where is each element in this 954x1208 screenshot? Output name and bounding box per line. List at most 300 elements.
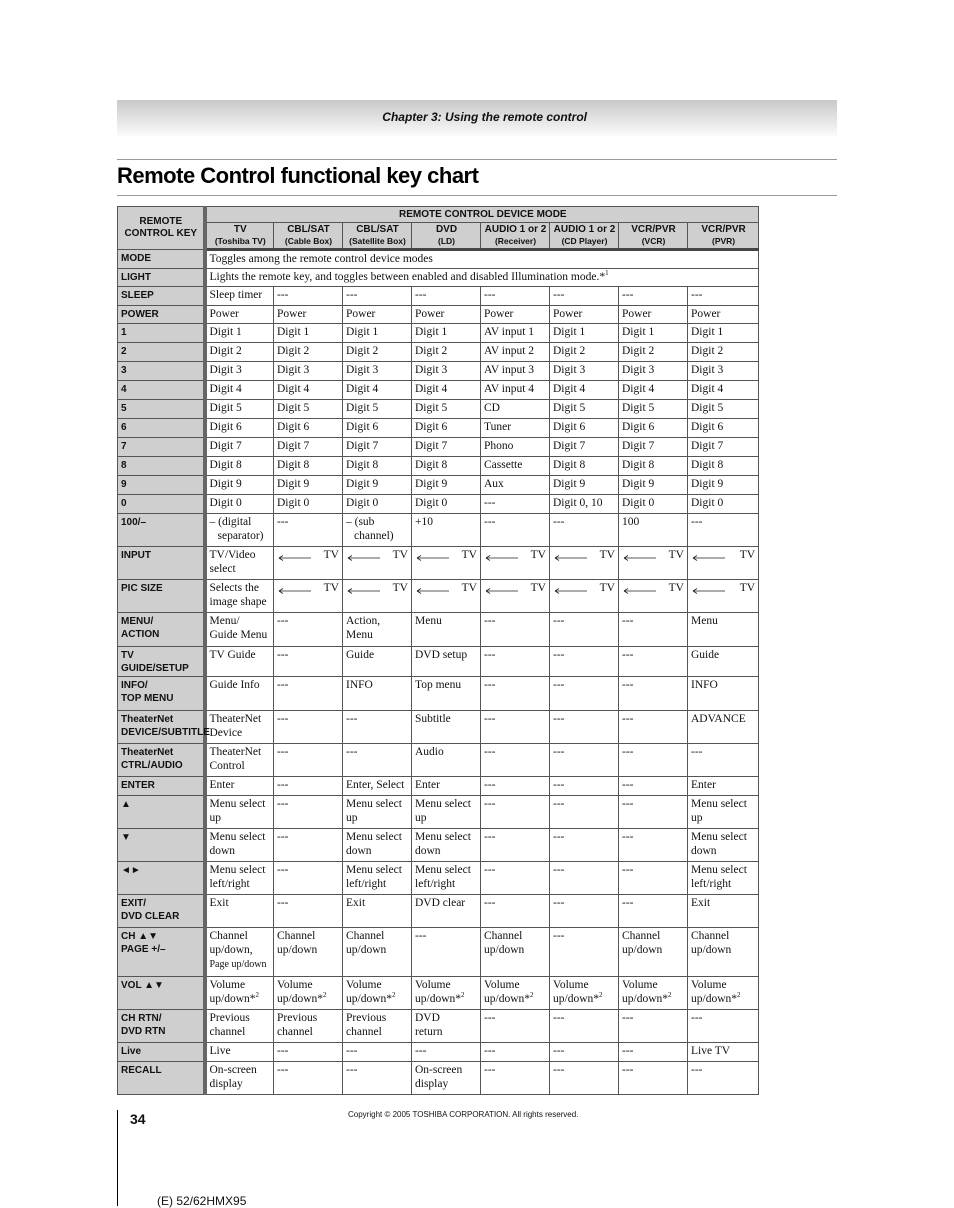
cell-line: Digit 5 (691, 402, 724, 414)
function-cell (205, 400, 274, 419)
key-row (118, 438, 759, 457)
function-cell (343, 514, 412, 547)
key-name (118, 711, 210, 744)
function-cell (274, 457, 343, 476)
function-cell (688, 711, 759, 744)
cell-line: Digit 0 (415, 497, 448, 509)
function-cell (412, 287, 481, 306)
function-cell (343, 1010, 412, 1043)
key-name (118, 613, 205, 647)
left-arrow-icon (485, 588, 519, 594)
function-cell (274, 613, 343, 647)
function-cell (274, 977, 343, 1010)
function-cell (550, 613, 619, 647)
function-cell (343, 381, 412, 400)
footnote-ref: 2 (668, 991, 672, 1000)
function-cell (274, 677, 343, 711)
cell-line: AV input 2 (484, 345, 535, 357)
cell-line: – (digital (209, 516, 252, 528)
function-cell (412, 613, 481, 647)
key-row (118, 250, 759, 269)
function-cell (274, 343, 343, 362)
function-cell (205, 438, 274, 457)
cell-line: Digit 0 (691, 497, 724, 509)
function-cell (343, 343, 412, 362)
cell-line: up/down* (415, 993, 461, 1005)
function-cell (550, 476, 619, 495)
function-cell (550, 796, 619, 829)
function-cell (550, 419, 619, 438)
cell-line: Digit 2 (415, 345, 448, 357)
function-cell (343, 1062, 412, 1095)
cell-line: up/down, (209, 944, 253, 956)
cell-line: Digit 7 (691, 440, 724, 452)
key-row (118, 796, 759, 829)
cell-line: --- (277, 831, 289, 843)
function-cell (550, 711, 619, 744)
key-row (118, 829, 759, 862)
cell-line: Menu select (691, 798, 747, 810)
key-row (118, 977, 759, 1010)
cell-line: On-screen (209, 1064, 257, 1076)
function-cell (412, 895, 481, 928)
footnote-ref: 2 (461, 991, 465, 1000)
footnote-ref: 1 (605, 269, 609, 278)
cell-line: Digit 4 (553, 383, 586, 395)
cell-line: channel (277, 1026, 313, 1038)
function-cell (550, 977, 619, 1010)
function-cell: --- (274, 514, 343, 547)
chapter-title: Chapter 3: Using the remote control (382, 110, 587, 124)
page-title: Remote Control functional key chart (117, 163, 479, 188)
footer-margin-line (117, 1110, 118, 1206)
cell-line: Menu select (415, 831, 471, 843)
function-cell (550, 381, 619, 400)
cell-line: TheaterNet (121, 747, 174, 758)
cell-line: return (415, 1026, 443, 1038)
cell-line: Volume (553, 979, 589, 991)
key-name (118, 269, 205, 287)
cell-line: Power (346, 308, 376, 320)
cell-line: --- (553, 289, 565, 301)
function-cell (274, 362, 343, 381)
cell-line: 0 (121, 498, 127, 509)
cell-line: --- (346, 289, 358, 301)
function-cell (274, 400, 343, 419)
cell-line: 3 (121, 365, 127, 376)
function-cell (688, 457, 759, 476)
key-row (118, 711, 759, 744)
key-row (118, 476, 759, 495)
key-row (118, 928, 759, 977)
function-cell (481, 381, 550, 400)
cell-line: Digit 2 (553, 345, 586, 357)
key-name (118, 438, 205, 457)
cell-line: --- (622, 679, 634, 691)
cell-line: Digit 5 (209, 402, 242, 414)
cell-line: Guide (691, 649, 720, 661)
function-cell (481, 829, 550, 862)
function-cell (205, 495, 274, 514)
key-name (118, 1010, 205, 1043)
cell-line: 7 (121, 441, 127, 452)
key-name (118, 495, 205, 514)
same-as-tv-label: TV (392, 582, 408, 594)
cell-line: Guide (346, 649, 375, 661)
key-row (118, 419, 759, 438)
key-name (118, 977, 205, 1010)
left-arrow-icon (416, 588, 450, 594)
cell-line: --- (622, 1012, 634, 1024)
cell-line: ADVANCE (691, 713, 746, 725)
cell-line: Menu select (415, 864, 471, 876)
cell-line: Digit 2 (277, 345, 310, 357)
function-cell (619, 324, 688, 343)
cell-line: TheaterNet (121, 714, 174, 725)
function-cell (688, 287, 759, 306)
cell-line: Device (209, 727, 243, 739)
cell-line: 9 (121, 479, 127, 490)
cell-line: Guide Info (209, 679, 260, 691)
left-arrow-icon (692, 555, 726, 561)
cell-line: ACTION (121, 629, 160, 640)
cell-line: --- (553, 679, 565, 691)
function-cell (688, 862, 759, 895)
cell-line: Digit 9 (553, 478, 586, 490)
function-cell (688, 343, 759, 362)
cell-line: Digit 4 (622, 383, 655, 395)
function-cell (481, 400, 550, 419)
function-cell (688, 1062, 759, 1095)
cell-line: 4 (121, 384, 127, 395)
function-cell (688, 895, 759, 928)
function-cell (688, 324, 759, 343)
cell-line: Digit 7 (415, 440, 448, 452)
key-name (118, 547, 205, 580)
cell-line: RECALL (121, 1065, 162, 1076)
cell-line: Digit 3 (277, 364, 310, 376)
function-cell (619, 381, 688, 400)
function-cell (481, 438, 550, 457)
cell-line: Digit 1 (346, 326, 379, 338)
device-name: AUDIO 1 or 2 (484, 224, 547, 235)
function-cell (688, 400, 759, 419)
cell-line: 2 (121, 346, 127, 357)
cell-line: --- (277, 1045, 289, 1057)
device-subtitle: (LD) (438, 236, 455, 246)
same-as-tv-cell (412, 547, 481, 580)
cell-line: Digit 8 (277, 459, 310, 471)
cell-line: --- (277, 713, 289, 725)
cell-line: --- (622, 289, 634, 301)
cell-line: --- (277, 864, 289, 876)
cell-line: Digit 9 (277, 478, 310, 490)
footnote-ref: 2 (599, 991, 603, 1000)
cell-line: DEVICE/SUBTITLE (121, 727, 210, 738)
cell-line: --- (553, 779, 565, 791)
device-subtitle: (Toshiba TV) (214, 236, 266, 246)
cell-line: TV GUIDE/SETUP (121, 650, 189, 674)
cell-line: Menu select (346, 864, 402, 876)
function-cell (343, 647, 412, 677)
function-cell: --- (688, 514, 759, 547)
function-cell (274, 1043, 343, 1062)
function-cell (412, 306, 481, 324)
function-cell (412, 457, 481, 476)
function-cell (481, 324, 550, 343)
cell-line: --- (484, 1064, 496, 1076)
cell-line: Digit 7 (553, 440, 586, 452)
cell-line: --- (277, 798, 289, 810)
cell-line: INFO (346, 679, 373, 691)
footnote-ref: 2 (255, 991, 259, 1000)
key-row (118, 381, 759, 400)
function-cell (688, 796, 759, 829)
function-cell (619, 287, 688, 306)
function-cell (481, 419, 550, 438)
function-cell (481, 287, 550, 306)
cell-line: Previous (277, 1012, 318, 1024)
cell-line: Top menu (415, 679, 462, 691)
function-cell (205, 306, 274, 324)
function-cell (619, 744, 688, 777)
cell-line: --- (484, 497, 496, 509)
cell-line: Previous (209, 1012, 250, 1024)
cell-line: up/down* (346, 993, 392, 1005)
function-cell: +10 (412, 514, 481, 547)
cell-line: --- (622, 615, 634, 627)
cell-line: Digit 8 (415, 459, 448, 471)
function-cell (481, 895, 550, 928)
function-cell (550, 324, 619, 343)
same-as-tv-label: TV (323, 582, 339, 594)
cell-line: Digit 0 (277, 497, 310, 509)
function-cell (205, 711, 274, 744)
cell-line: up (209, 812, 221, 824)
cell-line: ◄► (121, 865, 141, 876)
function-cell (274, 324, 343, 343)
function-cell (205, 287, 274, 306)
cell-line: Channel (484, 930, 523, 942)
function-cell (274, 381, 343, 400)
function-cell (412, 1043, 481, 1062)
function-cell (550, 862, 619, 895)
cell-line: Channel (622, 930, 661, 942)
cell-line: Menu select (691, 831, 747, 843)
function-cell (550, 343, 619, 362)
function-cell (274, 419, 343, 438)
cell-line: image shape (209, 596, 267, 608)
left-arrow-icon (278, 555, 312, 561)
function-cell (205, 677, 274, 711)
key-row (118, 613, 759, 647)
function-cell (205, 1062, 274, 1095)
function-cell (274, 862, 343, 895)
key-row (118, 324, 759, 343)
function-cell (412, 744, 481, 777)
cell-line: Previous (346, 1012, 387, 1024)
function-cell (205, 613, 274, 647)
left-arrow-icon (554, 588, 588, 594)
cell-line: INPUT (121, 550, 151, 561)
cell-line: --- (622, 897, 634, 909)
cell-line: Digit 3 (691, 364, 724, 376)
cell-line: Digit 3 (346, 364, 379, 376)
device-header-2 (274, 223, 343, 250)
function-cell (619, 1010, 688, 1043)
cell-line: --- (622, 864, 634, 876)
key-name (118, 400, 205, 419)
function-cell (205, 324, 274, 343)
cell-line: Channel (346, 930, 385, 942)
cell-line: CD (484, 402, 500, 414)
function-cell (205, 514, 274, 547)
cell-line: --- (484, 1045, 496, 1057)
function-cell (481, 977, 550, 1010)
same-as-tv-label: TV (323, 549, 339, 561)
function-cell (343, 777, 412, 796)
cell-line: --- (691, 746, 703, 758)
function-cell (481, 928, 550, 977)
function-cell (412, 381, 481, 400)
cell-line: TheaterNet (209, 713, 262, 725)
cell-line: AV input 1 (484, 326, 535, 338)
cell-line: TOP MENU (121, 693, 174, 704)
cell-line: Digit 8 (346, 459, 379, 471)
function-cell (550, 744, 619, 777)
function-cell (343, 419, 412, 438)
function-cell (619, 777, 688, 796)
cell-line: Power (209, 308, 239, 320)
key-row (118, 895, 759, 928)
key-row (118, 306, 759, 324)
cell-line: --- (691, 1064, 703, 1076)
cell-line: Cassette (484, 459, 523, 471)
cell-line: DVD RTN (121, 1026, 166, 1037)
function-cell: --- (550, 514, 619, 547)
function-cell (205, 796, 274, 829)
function-cell (481, 647, 550, 677)
cell-line: AV input 4 (484, 383, 535, 395)
device-subtitle: (Cable Box) (284, 236, 333, 246)
function-cell (619, 928, 688, 977)
cell-line: display (415, 1078, 449, 1090)
function-cell (274, 306, 343, 324)
same-as-tv-label: TV (461, 549, 477, 561)
key-name (118, 829, 205, 862)
cell-line: ▲ (121, 799, 131, 810)
key-name (118, 250, 205, 269)
key-name (118, 343, 205, 362)
function-cell (205, 381, 274, 400)
function-cell (550, 1062, 619, 1095)
cell-line: Digit 4 (691, 383, 724, 395)
function-cell (688, 362, 759, 381)
cell-line: ▼ (121, 832, 131, 843)
function-cell (688, 1043, 759, 1062)
cell-line: Digit 3 (622, 364, 655, 376)
cell-line: up/down* (209, 993, 256, 1005)
key-row (118, 647, 759, 677)
cell-line: down (346, 845, 372, 857)
function-cell (343, 400, 412, 419)
functional-key-table (117, 206, 759, 1095)
cell-line: Digit 0 (622, 497, 655, 509)
cell-line: --- (553, 649, 565, 661)
cell-line: Digit 4 (277, 383, 310, 395)
cell-line: up/down* (484, 993, 530, 1005)
cell-line: Control (209, 760, 245, 772)
function-cell (343, 495, 412, 514)
function-cell (688, 647, 759, 677)
cell-line: Digit 7 (346, 440, 379, 452)
key-name (118, 381, 205, 400)
function-cell (343, 613, 412, 647)
cell-line: Menu select (209, 831, 266, 843)
same-as-tv-cell (688, 580, 759, 613)
cell-line: Digit 4 (415, 383, 448, 395)
function-cell (688, 744, 759, 777)
cell-line: select (209, 563, 236, 575)
cell-line: Digit 6 (691, 421, 724, 433)
cell-line: PIC SIZE (121, 583, 163, 594)
cell-line: Volume (346, 979, 382, 991)
function-cell (412, 324, 481, 343)
cell-line: POWER (121, 309, 159, 320)
function-cell (205, 977, 274, 1010)
device-name: TV (233, 224, 247, 235)
cell-line: up (415, 812, 427, 824)
cell-line: Digit 1 (209, 326, 242, 338)
cell-line: Digit 2 (209, 345, 242, 357)
cell-line: TheaterNet (209, 746, 262, 758)
cell-line: Digit 8 (691, 459, 724, 471)
function-cell (412, 711, 481, 744)
key-row (118, 580, 759, 613)
same-as-tv-label: TV (739, 549, 756, 561)
cell-line: Power (484, 308, 514, 320)
cell-line: Digit 6 (209, 421, 242, 433)
cell-line: TV/Video (209, 549, 256, 561)
cell-text: Toggles among the remote control device modes (209, 253, 433, 265)
key-name (118, 862, 205, 895)
cell-line: Digit 5 (277, 402, 310, 414)
function-cell (688, 476, 759, 495)
cell-line: channel (346, 1026, 382, 1038)
cell-line: Digit 7 (622, 440, 655, 452)
cell-line: --- (484, 798, 496, 810)
function-cell: 100 (619, 514, 688, 547)
function-cell (619, 362, 688, 381)
model-number: (E) 52/62HMX95 (157, 1194, 247, 1208)
function-cell (619, 419, 688, 438)
key-row (118, 777, 759, 796)
cell-line: Live (121, 1046, 142, 1057)
cell-line: Digit 1 (277, 326, 310, 338)
cell-line: --- (277, 615, 289, 627)
cell-line: down (209, 845, 236, 857)
cell-line: --- (277, 289, 289, 301)
key-row (118, 1010, 759, 1043)
device-name: DVD (435, 224, 458, 235)
footnote-ref: 2 (323, 991, 327, 1000)
device-subtitle: (Receiver) (494, 236, 537, 246)
cell-line: --- (553, 615, 565, 627)
cell-line: up/down* (622, 993, 668, 1005)
cell-line: CH ▲▼ (121, 931, 159, 942)
function-cell (619, 457, 688, 476)
function-cell (688, 613, 759, 647)
